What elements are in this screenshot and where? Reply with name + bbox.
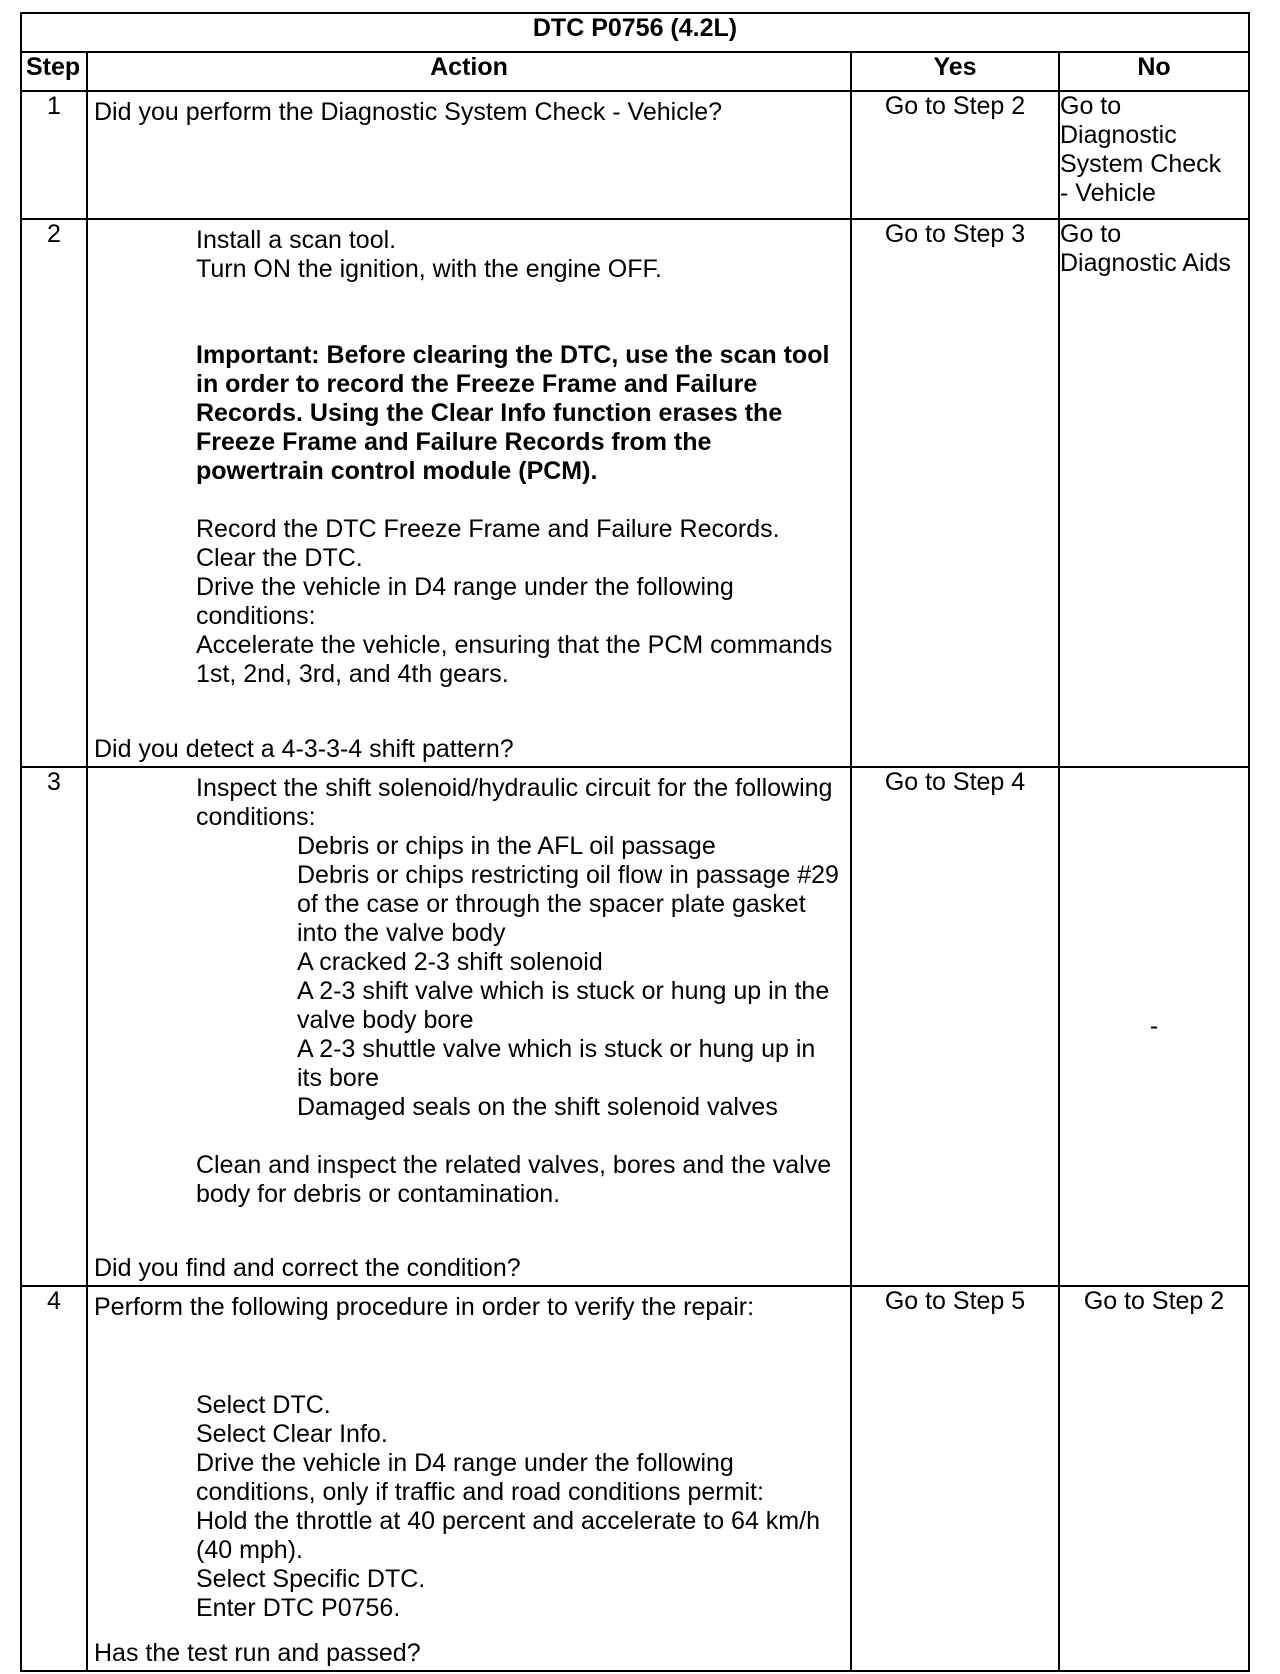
yes-link[interactable]: Go to Step 4 [851,767,1059,1286]
important-note-line: Records. Using the Clear Info function erases the [196,399,783,427]
step-number: 3 [21,767,87,1286]
question-text: Did you perform the Diagnostic System Check - Vehicle? [94,98,723,126]
action-cell [87,767,851,1286]
step-number: 4 [21,1286,87,1671]
condition-line: A cracked 2-3 shift solenoid [297,948,603,976]
no-link[interactable]: Go to Step 2 [1059,1286,1249,1671]
question-text: Has the test run and passed? [94,1639,421,1667]
important-note-line: powertrain control module (PCM). [196,457,598,485]
instruction-line: Drive the vehicle in D4 range under the following [196,1449,734,1477]
table-row-step-2 [21,219,1249,767]
instruction-line: Hold the throttle at 40 percent and accelerate to 64 km/h [196,1507,820,1535]
instruction-line: Record the DTC Freeze Frame and Failure Records. [196,515,780,543]
yes-link[interactable]: Go to Step 2 [851,91,1059,219]
diagnostic-table [20,12,1250,1672]
instruction-line: Select DTC. [196,1391,331,1419]
question-text: Did you detect a 4-3-3-4 shift pattern? [94,735,514,763]
table-row-step-4 [21,1286,1249,1671]
no-line: - Vehicle [1060,179,1156,207]
important-note-line: Freeze Frame and Failure Records from the [196,428,712,456]
instruction-line: body for debris or contamination. [196,1180,561,1208]
condition-line: A 2-3 shift valve which is stuck or hung up in the [297,977,830,1005]
condition-line: Debris or chips in the AFL oil passage [297,832,716,860]
action-cell [87,91,851,219]
instruction-line: conditions: [196,602,316,630]
instruction-line: Drive the vehicle in D4 range under the following [196,573,734,601]
no-line: Go to [1060,220,1122,248]
instruction-line: Accelerate the vehicle, ensuring that the PCM commands [196,631,833,659]
action-cell [87,1286,851,1671]
table-row-step-1 [21,91,1249,219]
condition-line: into the valve body [297,919,506,947]
condition-line: valve body bore [297,1006,474,1034]
table-row-step-3 [21,767,1249,1286]
no-link[interactable] [1059,219,1249,767]
no-line: System Check [1060,150,1222,178]
step-number: 2 [21,219,87,767]
condition-line: Damaged seals on the shift solenoid valves [297,1093,778,1121]
no-line: Diagnostic [1060,121,1177,149]
yes-link[interactable]: Go to Step 5 [851,1286,1059,1671]
important-note-line: Important: Before clearing the DTC, use the scan tool [196,341,830,369]
instruction-line: Select Specific DTC. [196,1565,426,1593]
instruction-line: Clean and inspect the related valves, bores and the valve [196,1151,832,1179]
instruction-line: conditions: [196,803,316,831]
condition-line: its bore [297,1064,379,1092]
instruction-line: Perform the following procedure in order to verify the repair: [94,1293,755,1321]
question-text: Did you find and correct the condition? [94,1254,521,1282]
no-line: Go to [1060,92,1122,120]
no-line: Diagnostic Aids [1060,249,1231,277]
condition-line: Debris or chips restricting oil flow in passage #29 [297,861,839,889]
instruction-line: Enter DTC P0756. [196,1594,401,1622]
table-title: DTC P0756 (4.2L) [21,13,1249,52]
header-action: Action [87,52,851,91]
instruction-line: (40 mph). [196,1536,303,1564]
table-title-row [21,13,1249,52]
no-value: - [1059,767,1249,1286]
instruction-line: Install a scan tool. [196,226,397,254]
instruction-line: 1st, 2nd, 3rd, and 4th gears. [196,660,509,688]
instruction-line: conditions, only if traffic and road conditions permit: [196,1478,764,1506]
instruction-line: Inspect the shift solenoid/hydraulic circuit for the following [196,774,833,802]
instruction-line: Turn ON the ignition, with the engine OFF. [196,255,662,283]
condition-line: A 2-3 shuttle valve which is stuck or hung up in [297,1035,816,1063]
instruction-line: Select Clear Info. [196,1420,388,1448]
condition-line: of the case or through the spacer plate gasket [297,890,806,918]
yes-link[interactable]: Go to Step 3 [851,219,1059,767]
header-step: Step [21,52,87,91]
header-no: No [1059,52,1249,91]
header-row [21,52,1249,91]
header-yes: Yes [851,52,1059,91]
action-cell [87,219,851,767]
instruction-line: Clear the DTC. [196,544,363,572]
no-link[interactable] [1059,91,1249,219]
step-number: 1 [21,91,87,219]
important-note-line: in order to record the Freeze Frame and Failure [196,370,758,398]
